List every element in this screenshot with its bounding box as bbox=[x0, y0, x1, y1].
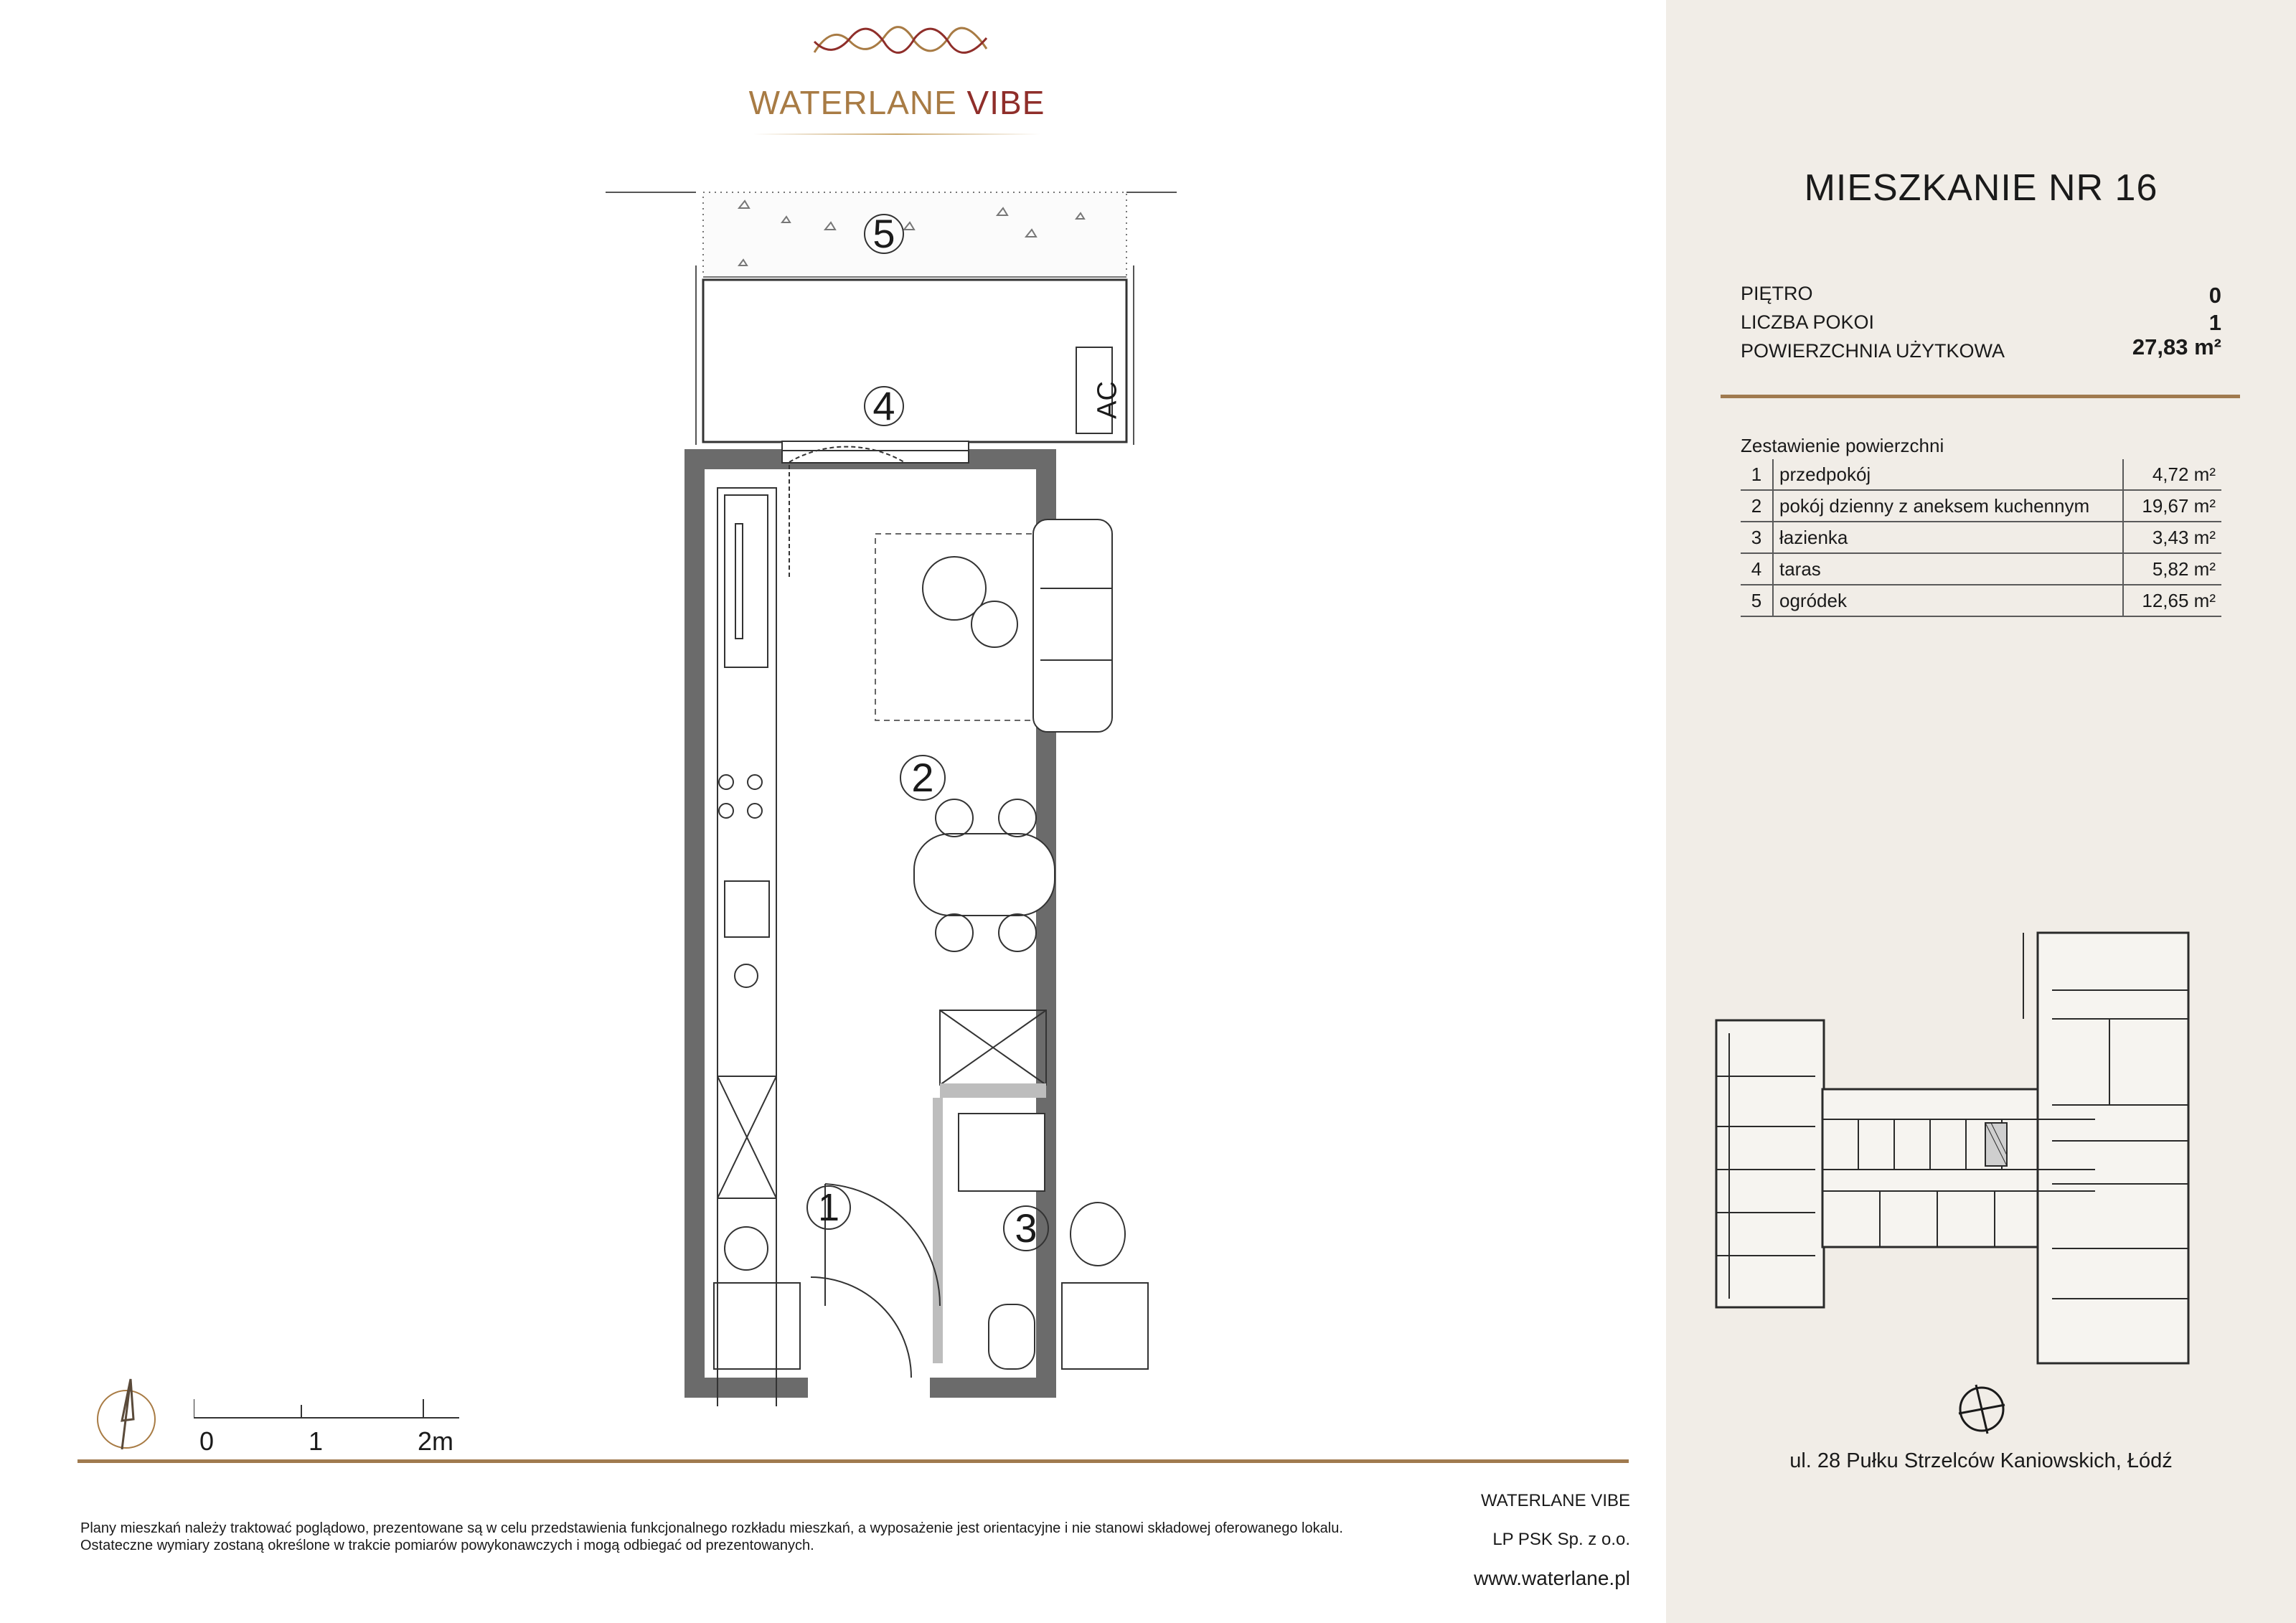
table-row bbox=[1741, 522, 2221, 553]
room-area: 5,82 m² bbox=[2123, 553, 2221, 585]
table-row bbox=[1741, 553, 2221, 585]
room-area: 19,67 m² bbox=[2123, 490, 2221, 522]
logo-underline bbox=[753, 133, 1040, 135]
disclaimer-line-1: Plany mieszkań należy traktować poglądowo, prezentowane są w celu przedstawienia funkcjonalnego rozkładu mieszkań, a wyposażenie jest orientacyjne i nie stanowi składowej oferowanego lokalu. bbox=[80, 1520, 1343, 1536]
logo-word-waterlane: WATERLANE bbox=[748, 84, 957, 121]
sidebar-divider bbox=[1721, 395, 2240, 398]
room-area: 12,65 m² bbox=[2123, 585, 2221, 616]
room-label-3: 3 bbox=[1003, 1205, 1049, 1251]
floor-plan bbox=[596, 187, 1177, 1406]
row-number: 5 bbox=[1741, 585, 1773, 616]
table-row bbox=[1741, 490, 2221, 522]
disclaimer-line-2: Ostateczne wymiary zostaną określone w trakcie pomiarów powykonawczych i mogą odbiegać od prezentowanych. bbox=[80, 1538, 814, 1553]
floor-value: 0 bbox=[2208, 283, 2221, 308]
scale-label-1: 1 bbox=[309, 1426, 324, 1456]
room-area: 3,43 m² bbox=[2123, 522, 2221, 553]
company-name: WATERLANE VIBE bbox=[1480, 1491, 1630, 1510]
room-area: 4,72 m² bbox=[2123, 459, 2221, 490]
room-name: łazienka bbox=[1773, 522, 2123, 553]
scale-label-0: 0 bbox=[199, 1426, 215, 1456]
logo-word-vibe: VIBE bbox=[966, 84, 1045, 121]
ac-unit-label: AC bbox=[1092, 381, 1123, 419]
row-number: 1 bbox=[1741, 459, 1773, 490]
company-legal-name: LP PSK Sp. z o.o. bbox=[1492, 1530, 1630, 1549]
building-address: ul. 28 Pułku Strzelców Kaniowskich, Łódź bbox=[1789, 1449, 2173, 1472]
rooms-label: LICZBA POKOI bbox=[1741, 311, 1875, 333]
info-sidebar bbox=[1666, 0, 2296, 1623]
summary-heading: Zestawienie powierzchni bbox=[1741, 435, 1944, 456]
table-row bbox=[1741, 459, 2221, 490]
scale-bar bbox=[194, 1392, 466, 1421]
compass-icon bbox=[1954, 1382, 2009, 1436]
disclaimer bbox=[80, 1520, 1444, 1554]
apartment-title: MIESZKANIE NR 16 bbox=[1804, 167, 2158, 209]
room-name: ogródek bbox=[1773, 585, 2123, 616]
table-row bbox=[1741, 585, 2221, 616]
row-number: 2 bbox=[1741, 490, 1773, 522]
area-label: POWIERZCHNIA UŻYTKOWA bbox=[1741, 340, 2005, 362]
row-number: 4 bbox=[1741, 553, 1773, 585]
room-label-1: 1 bbox=[806, 1185, 851, 1230]
website-link[interactable]: www.waterlane.pl bbox=[1474, 1567, 1630, 1589]
scale-label-2m: 2m bbox=[418, 1426, 454, 1456]
room-label-4: 4 bbox=[864, 386, 904, 426]
area-summary-table bbox=[1741, 459, 2221, 617]
room-label-2: 2 bbox=[900, 755, 946, 801]
room-label-5: 5 bbox=[864, 214, 904, 254]
row-number: 3 bbox=[1741, 522, 1773, 553]
logo-wordmark bbox=[746, 83, 1048, 122]
room-name: pokój dzienny z aneksem kuchennym bbox=[1773, 490, 2123, 522]
logo-waves-icon bbox=[811, 20, 990, 63]
floor-label: PIĘTRO bbox=[1741, 283, 1813, 304]
footer-divider bbox=[77, 1459, 1629, 1463]
area-value: 27,83 m² bbox=[2132, 334, 2221, 359]
building-key-plan bbox=[1708, 926, 2224, 1370]
room-name: przedpokój bbox=[1773, 459, 2123, 490]
north-arrow-icon bbox=[90, 1378, 162, 1457]
rooms-value: 1 bbox=[2208, 310, 2221, 335]
room-name: taras bbox=[1773, 553, 2123, 585]
